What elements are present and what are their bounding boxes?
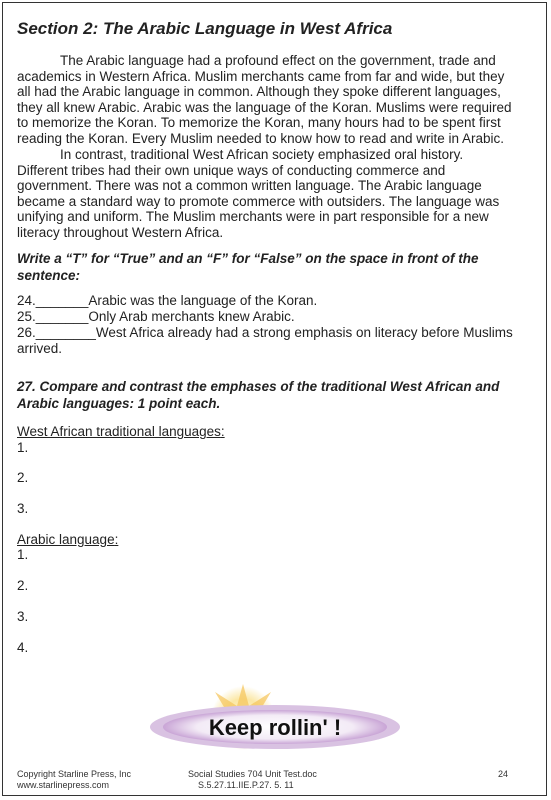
keep-rollin-banner: [148, 682, 402, 768]
question-27: 27. Compare and contrast the emphases of the traditional West African and Arabic languages: 1 point each.: [17, 379, 500, 411]
paragraph-1: The Arabic language had a profound effect on the government, trade and academics in Western Africa. Muslim merchants came from far and wide, but they all had the Arabic language in common. Although they spoke different languages, they all knew Arabic. Arabic was the language of the Koran. Muslims were required to memorize the Koran. To memorize the Koran, many hours had to be spent first reading the Koran. Every Muslim needed to know how to read and write in Arabic.: [17, 53, 512, 146]
true-false-instructions: Write a “T” for “True” and an “F” for “False” on the space in front of the sentence:: [17, 251, 479, 283]
west-african-heading-colon: :: [220, 424, 225, 439]
arabic-heading: Arabic language:: [17, 532, 119, 547]
banner-text: Keep rollin' !: [208, 715, 342, 740]
arabic-answer-1: 1.: [17, 547, 29, 562]
question-24: 24._______Arabic was the language of the Koran.: [17, 293, 318, 308]
footer-doc-name: Social Studies 704 Unit Test.doc: [188, 769, 317, 779]
west-african-answer-1: 1.: [17, 440, 29, 455]
footer-page-number: 24: [498, 769, 509, 779]
arabic-answer-3: 3.: [17, 609, 29, 624]
footer-website: www.starlinepress.com: [17, 780, 110, 790]
paragraph-2: In contrast, traditional West African society emphasized oral history. Different tribes had their own unique ways of conducting commerce and government. There was not a common written language. The Arabic language became a standard way to promote commerce with outsiders. The language was unifying and uniform. The Muslim merchants were in part responsible for a new literacy throughout Western Africa.: [17, 147, 500, 240]
west-african-answer-2: 2.: [17, 470, 29, 485]
west-african-heading: West African traditional languages:: [17, 424, 225, 439]
question-26: 26.________West Africa already had a strong emphasis on literacy before Muslims arrived.: [17, 325, 513, 356]
footer-copyright: Copyright Starline Press, Inc: [17, 769, 132, 779]
arabic-heading-colon: :: [114, 532, 119, 547]
arabic-answer-4: 4.: [17, 640, 29, 655]
west-african-answer-3: 3.: [17, 501, 29, 516]
section-title: Section 2: The Arabic Language in West Africa: [17, 19, 393, 38]
question-25: 25._______Only Arab merchants knew Arabic.: [17, 309, 295, 324]
footer-doc-code: S.5.27.11.IIE.P.27. 5. 11: [198, 780, 294, 790]
arabic-answer-2: 2.: [17, 578, 29, 593]
